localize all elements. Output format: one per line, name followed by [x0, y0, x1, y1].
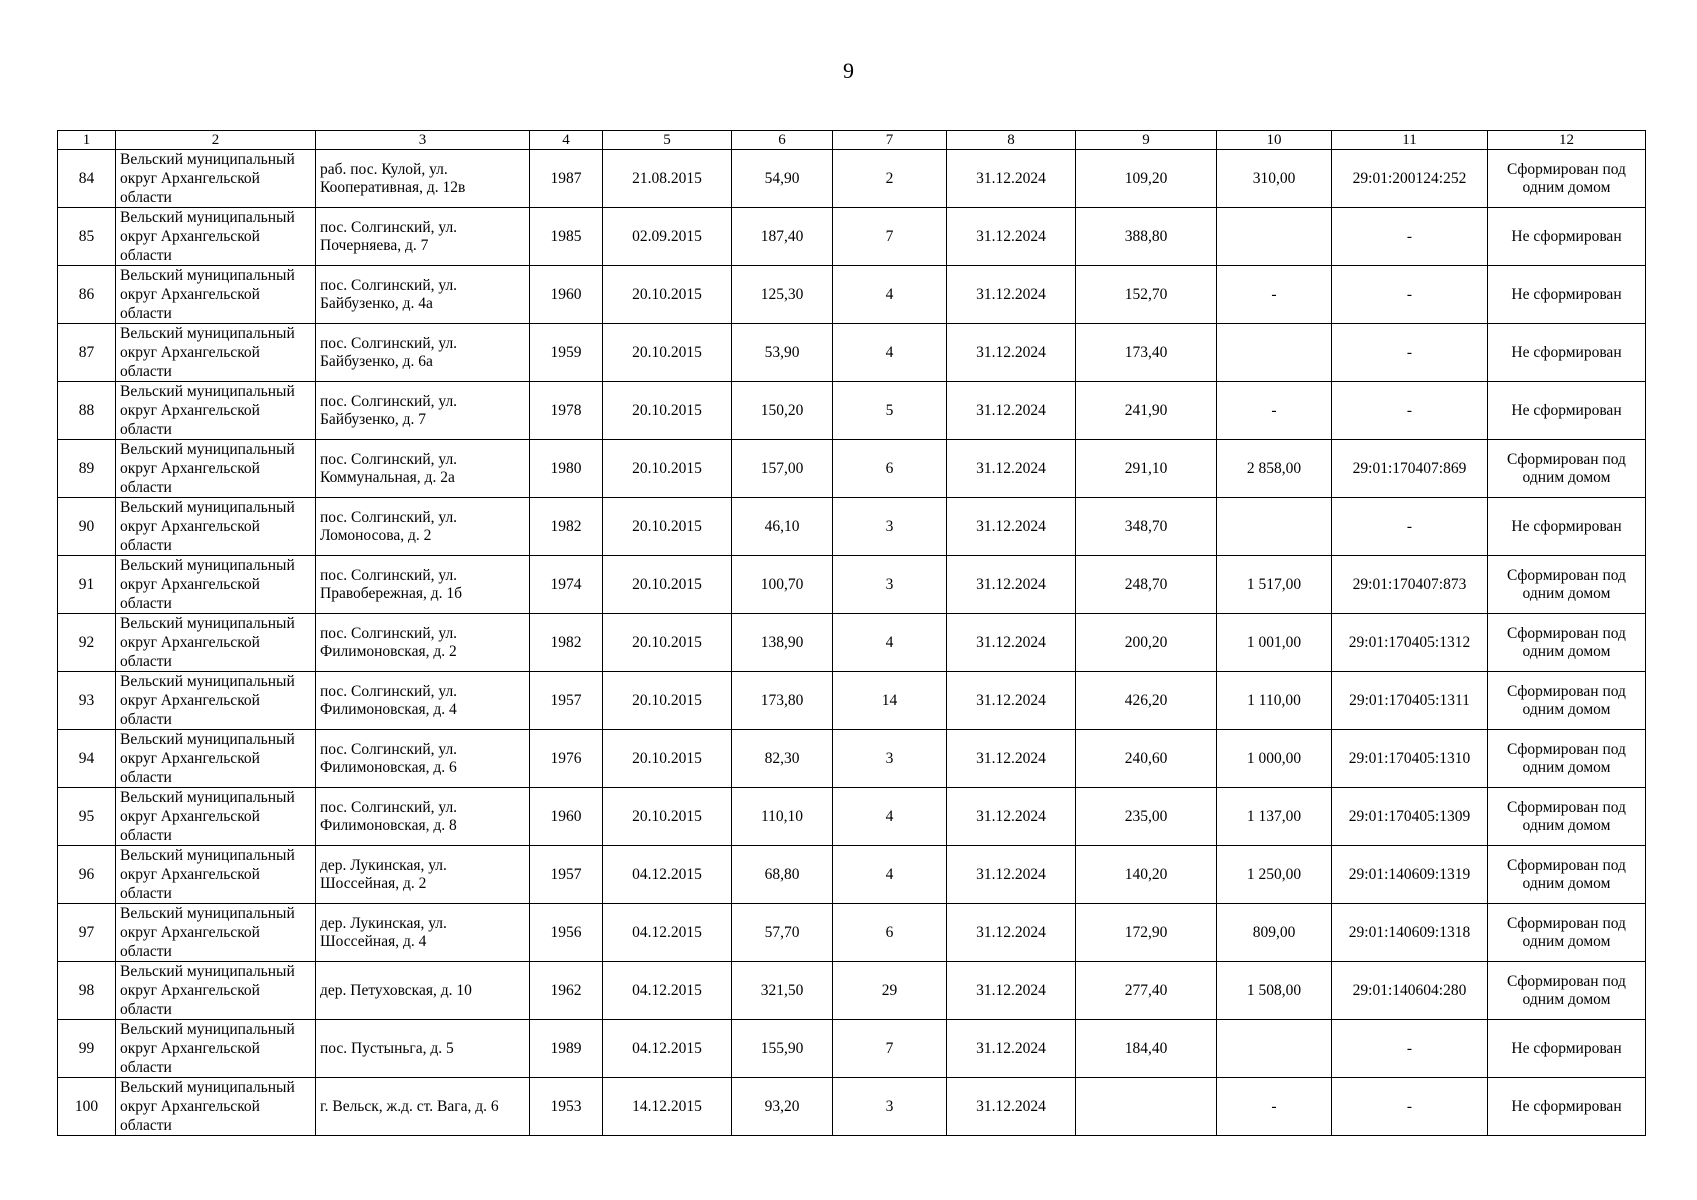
residents-count-cell: 29: [833, 962, 947, 1020]
recognition-date-cell: 20.10.2015: [603, 498, 732, 556]
row-number-cell: 84: [58, 150, 116, 208]
total-area-cell: 277,40: [1076, 962, 1217, 1020]
recognition-date-cell: 04.12.2015: [603, 904, 732, 962]
total-area-cell: 426,20: [1076, 672, 1217, 730]
cadastral-number-cell: -: [1332, 266, 1488, 324]
address-cell: дер. Петуховская, д. 10: [316, 962, 530, 1020]
total-area-cell: 348,70: [1076, 498, 1217, 556]
total-area-cell: 152,70: [1076, 266, 1217, 324]
row-number-cell: 86: [58, 266, 116, 324]
land-status-cell: Сформирован под одним домом: [1488, 614, 1646, 672]
municipality-cell: Вельский муниципальный округ Архангельской области: [116, 614, 316, 672]
resettlement-date-cell: 31.12.2024: [947, 324, 1076, 382]
land-area-cell: [1217, 208, 1332, 266]
recognition-date-cell: 20.10.2015: [603, 788, 732, 846]
municipality-cell: Вельский муниципальный округ Архангельской области: [116, 556, 316, 614]
total-area-cell: 388,80: [1076, 208, 1217, 266]
residents-count-cell: 7: [833, 1020, 947, 1078]
land-status-cell: Сформирован под одним домом: [1488, 846, 1646, 904]
table-row: [58, 962, 1646, 1020]
cadastral-number-cell: 29:01:170405:1312: [1332, 614, 1488, 672]
column-header: 7: [833, 131, 947, 150]
cadastral-number-cell: -: [1332, 382, 1488, 440]
municipality-cell: Вельский муниципальный округ Архангельской области: [116, 266, 316, 324]
address-cell: пос. Солгинский, ул. Филимоновская, д. 6: [316, 730, 530, 788]
municipality-cell: Вельский муниципальный округ Архангельской области: [116, 846, 316, 904]
cadastral-number-cell: 29:01:140604:280: [1332, 962, 1488, 1020]
land-status-cell: Не сформирован: [1488, 1078, 1646, 1136]
resettlement-date-cell: 31.12.2024: [947, 150, 1076, 208]
recognition-date-cell: 20.10.2015: [603, 672, 732, 730]
area-cell: 53,90: [732, 324, 833, 382]
total-area-cell: 109,20: [1076, 150, 1217, 208]
cadastral-number-cell: 29:01:170405:1310: [1332, 730, 1488, 788]
residents-count-cell: 4: [833, 788, 947, 846]
row-number-cell: 97: [58, 904, 116, 962]
resettlement-date-cell: 31.12.2024: [947, 904, 1076, 962]
area-cell: 138,90: [732, 614, 833, 672]
table-row: [58, 904, 1646, 962]
recognition-date-cell: 04.12.2015: [603, 1020, 732, 1078]
municipality-cell: Вельский муниципальный округ Архангельской области: [116, 788, 316, 846]
area-cell: 155,90: [732, 1020, 833, 1078]
area-cell: 110,10: [732, 788, 833, 846]
land-status-cell: Не сформирован: [1488, 498, 1646, 556]
area-cell: 93,20: [732, 1078, 833, 1136]
resettlement-date-cell: 31.12.2024: [947, 208, 1076, 266]
municipality-cell: Вельский муниципальный округ Архангельской области: [116, 962, 316, 1020]
column-header: 5: [603, 131, 732, 150]
municipality-cell: Вельский муниципальный округ Архангельской области: [116, 904, 316, 962]
land-status-cell: Не сформирован: [1488, 266, 1646, 324]
total-area-cell: 240,60: [1076, 730, 1217, 788]
cadastral-number-cell: 29:01:140609:1318: [1332, 904, 1488, 962]
row-number-cell: 95: [58, 788, 116, 846]
recognition-date-cell: 20.10.2015: [603, 382, 732, 440]
land-status-cell: Сформирован под одним домом: [1488, 788, 1646, 846]
cadastral-number-cell: 29:01:170407:873: [1332, 556, 1488, 614]
column-header: 8: [947, 131, 1076, 150]
row-number-cell: 98: [58, 962, 116, 1020]
resettlement-date-cell: 31.12.2024: [947, 614, 1076, 672]
build-year-cell: 1957: [530, 846, 603, 904]
build-year-cell: 1987: [530, 150, 603, 208]
table-row: [58, 150, 1646, 208]
recognition-date-cell: 20.10.2015: [603, 730, 732, 788]
row-number-cell: 99: [58, 1020, 116, 1078]
land-area-cell: -: [1217, 382, 1332, 440]
area-cell: 173,80: [732, 672, 833, 730]
row-number-cell: 91: [58, 556, 116, 614]
resettlement-date-cell: 31.12.2024: [947, 266, 1076, 324]
build-year-cell: 1978: [530, 382, 603, 440]
cadastral-number-cell: 29:01:170407:869: [1332, 440, 1488, 498]
total-area-cell: 184,40: [1076, 1020, 1217, 1078]
land-area-cell: 1 517,00: [1217, 556, 1332, 614]
total-area-cell: 172,90: [1076, 904, 1217, 962]
land-area-cell: 1 250,00: [1217, 846, 1332, 904]
column-header: 2: [116, 131, 316, 150]
build-year-cell: 1953: [530, 1078, 603, 1136]
municipality-cell: Вельский муниципальный округ Архангельской области: [116, 208, 316, 266]
column-header: 4: [530, 131, 603, 150]
column-header: 12: [1488, 131, 1646, 150]
residents-count-cell: 6: [833, 440, 947, 498]
address-cell: пос. Солгинский, ул. Правобережная, д. 1б: [316, 556, 530, 614]
resettlement-date-cell: 31.12.2024: [947, 962, 1076, 1020]
land-area-cell: -: [1217, 1078, 1332, 1136]
land-area-cell: 1 508,00: [1217, 962, 1332, 1020]
build-year-cell: 1957: [530, 672, 603, 730]
area-cell: 68,80: [732, 846, 833, 904]
build-year-cell: 1980: [530, 440, 603, 498]
cadastral-number-cell: -: [1332, 324, 1488, 382]
land-status-cell: Сформирован под одним домом: [1488, 904, 1646, 962]
table-body: [58, 150, 1646, 1136]
municipality-cell: Вельский муниципальный округ Архангельской области: [116, 440, 316, 498]
total-area-cell: 140,20: [1076, 846, 1217, 904]
residents-count-cell: 4: [833, 266, 947, 324]
table-row: [58, 498, 1646, 556]
address-cell: пос. Солгинский, ул. Ломоносова, д. 2: [316, 498, 530, 556]
recognition-date-cell: 20.10.2015: [603, 614, 732, 672]
resettlement-date-cell: 31.12.2024: [947, 1020, 1076, 1078]
residents-count-cell: 3: [833, 498, 947, 556]
total-area-cell: 291,10: [1076, 440, 1217, 498]
address-cell: пос. Солгинский, ул. Филимоновская, д. 2: [316, 614, 530, 672]
resettlement-date-cell: 31.12.2024: [947, 440, 1076, 498]
address-cell: дер. Лукинская, ул. Шоссейная, д. 2: [316, 846, 530, 904]
cadastral-number-cell: 29:01:170405:1311: [1332, 672, 1488, 730]
land-status-cell: Сформирован под одним домом: [1488, 962, 1646, 1020]
area-cell: 57,70: [732, 904, 833, 962]
residents-count-cell: 4: [833, 324, 947, 382]
build-year-cell: 1976: [530, 730, 603, 788]
resettlement-date-cell: 31.12.2024: [947, 672, 1076, 730]
cadastral-number-cell: -: [1332, 1078, 1488, 1136]
address-cell: пос. Солгинский, ул. Байбузенко, д. 4а: [316, 266, 530, 324]
land-area-cell: [1217, 498, 1332, 556]
municipality-cell: Вельский муниципальный округ Архангельской области: [116, 730, 316, 788]
land-area-cell: 1 001,00: [1217, 614, 1332, 672]
table-row: [58, 1078, 1646, 1136]
build-year-cell: 1956: [530, 904, 603, 962]
land-status-cell: Сформирован под одним домом: [1488, 730, 1646, 788]
residents-count-cell: 4: [833, 614, 947, 672]
resettlement-date-cell: 31.12.2024: [947, 1078, 1076, 1136]
residents-count-cell: 6: [833, 904, 947, 962]
table-row: [58, 614, 1646, 672]
area-cell: 125,30: [732, 266, 833, 324]
build-year-cell: 1982: [530, 614, 603, 672]
table-row: [58, 382, 1646, 440]
land-area-cell: 310,00: [1217, 150, 1332, 208]
build-year-cell: 1989: [530, 1020, 603, 1078]
cadastral-number-cell: -: [1332, 498, 1488, 556]
recognition-date-cell: 02.09.2015: [603, 208, 732, 266]
residents-count-cell: 7: [833, 208, 947, 266]
residents-count-cell: 3: [833, 556, 947, 614]
land-area-cell: 2 858,00: [1217, 440, 1332, 498]
column-number-row: [58, 131, 1646, 150]
address-cell: пос. Солгинский, ул. Коммунальная, д. 2а: [316, 440, 530, 498]
address-cell: пос. Солгинский, ул. Байбузенко, д. 7: [316, 382, 530, 440]
cadastral-number-cell: -: [1332, 1020, 1488, 1078]
column-header: 1: [58, 131, 116, 150]
cadastral-number-cell: 29:01:140609:1319: [1332, 846, 1488, 904]
land-status-cell: Сформирован под одним домом: [1488, 150, 1646, 208]
build-year-cell: 1962: [530, 962, 603, 1020]
land-status-cell: Сформирован под одним домом: [1488, 672, 1646, 730]
residents-count-cell: 4: [833, 846, 947, 904]
land-area-cell: 1 137,00: [1217, 788, 1332, 846]
address-cell: пос. Солгинский, ул. Филимоновская, д. 4: [316, 672, 530, 730]
row-number-cell: 90: [58, 498, 116, 556]
area-cell: 46,10: [732, 498, 833, 556]
municipality-cell: Вельский муниципальный округ Архангельской области: [116, 150, 316, 208]
build-year-cell: 1985: [530, 208, 603, 266]
row-number-cell: 96: [58, 846, 116, 904]
row-number-cell: 87: [58, 324, 116, 382]
address-cell: пос. Солгинский, ул. Байбузенко, д. 6а: [316, 324, 530, 382]
land-status-cell: Не сформирован: [1488, 1020, 1646, 1078]
area-cell: 54,90: [732, 150, 833, 208]
land-status-cell: Не сформирован: [1488, 208, 1646, 266]
build-year-cell: 1959: [530, 324, 603, 382]
column-header: 11: [1332, 131, 1488, 150]
table-row: [58, 1020, 1646, 1078]
resettlement-date-cell: 31.12.2024: [947, 498, 1076, 556]
residents-count-cell: 2: [833, 150, 947, 208]
resettlement-date-cell: 31.12.2024: [947, 788, 1076, 846]
total-area-cell: 241,90: [1076, 382, 1217, 440]
land-area-cell: [1217, 324, 1332, 382]
row-number-cell: 100: [58, 1078, 116, 1136]
land-status-cell: Сформирован под одним домом: [1488, 440, 1646, 498]
table-row: [58, 208, 1646, 266]
address-cell: пос. Солгинский, ул. Филимоновская, д. 8: [316, 788, 530, 846]
cadastral-number-cell: 29:01:200124:252: [1332, 150, 1488, 208]
area-cell: 187,40: [732, 208, 833, 266]
total-area-cell: 235,00: [1076, 788, 1217, 846]
residents-count-cell: 14: [833, 672, 947, 730]
resettlement-date-cell: 31.12.2024: [947, 730, 1076, 788]
total-area-cell: 200,20: [1076, 614, 1217, 672]
land-status-cell: Не сформирован: [1488, 324, 1646, 382]
area-cell: 157,00: [732, 440, 833, 498]
table-row: [58, 556, 1646, 614]
municipality-cell: Вельский муниципальный округ Архангельской области: [116, 1020, 316, 1078]
column-header: 3: [316, 131, 530, 150]
cadastral-number-cell: -: [1332, 208, 1488, 266]
table-row: [58, 846, 1646, 904]
address-cell: дер. Лукинская, ул. Шоссейная, д. 4: [316, 904, 530, 962]
table-row: [58, 324, 1646, 382]
row-number-cell: 85: [58, 208, 116, 266]
address-cell: г. Вельск, ж.д. ст. Вага, д. 6: [316, 1078, 530, 1136]
recognition-date-cell: 21.08.2015: [603, 150, 732, 208]
resettlement-date-cell: 31.12.2024: [947, 846, 1076, 904]
row-number-cell: 92: [58, 614, 116, 672]
land-area-cell: 809,00: [1217, 904, 1332, 962]
build-year-cell: 1960: [530, 788, 603, 846]
municipality-cell: Вельский муниципальный округ Архангельской области: [116, 1078, 316, 1136]
housing-register-table: [57, 130, 1646, 1136]
area-cell: 321,50: [732, 962, 833, 1020]
land-status-cell: Сформирован под одним домом: [1488, 556, 1646, 614]
total-area-cell: 248,70: [1076, 556, 1217, 614]
recognition-date-cell: 20.10.2015: [603, 440, 732, 498]
land-area-cell: 1 110,00: [1217, 672, 1332, 730]
table-row: [58, 440, 1646, 498]
recognition-date-cell: 20.10.2015: [603, 324, 732, 382]
area-cell: 82,30: [732, 730, 833, 788]
page-number: 9: [843, 58, 854, 83]
build-year-cell: 1960: [530, 266, 603, 324]
table-row: [58, 788, 1646, 846]
column-header: 6: [732, 131, 833, 150]
row-number-cell: 94: [58, 730, 116, 788]
recognition-date-cell: 14.12.2015: [603, 1078, 732, 1136]
municipality-cell: Вельский муниципальный округ Архангельской области: [116, 324, 316, 382]
municipality-cell: Вельский муниципальный округ Архангельской области: [116, 672, 316, 730]
land-area-cell: 1 000,00: [1217, 730, 1332, 788]
row-number-cell: 93: [58, 672, 116, 730]
table-row: [58, 730, 1646, 788]
total-area-cell: 173,40: [1076, 324, 1217, 382]
cadastral-number-cell: 29:01:170405:1309: [1332, 788, 1488, 846]
row-number-cell: 89: [58, 440, 116, 498]
area-cell: 100,70: [732, 556, 833, 614]
resettlement-date-cell: 31.12.2024: [947, 556, 1076, 614]
municipality-cell: Вельский муниципальный округ Архангельской области: [116, 382, 316, 440]
municipality-cell: Вельский муниципальный округ Архангельской области: [116, 498, 316, 556]
table-row: [58, 266, 1646, 324]
residents-count-cell: 3: [833, 1078, 947, 1136]
land-status-cell: Не сформирован: [1488, 382, 1646, 440]
recognition-date-cell: 20.10.2015: [603, 556, 732, 614]
address-cell: пос. Пустыньга, д. 5: [316, 1020, 530, 1078]
row-number-cell: 88: [58, 382, 116, 440]
column-header: 10: [1217, 131, 1332, 150]
build-year-cell: 1982: [530, 498, 603, 556]
residents-count-cell: 3: [833, 730, 947, 788]
recognition-date-cell: 20.10.2015: [603, 266, 732, 324]
recognition-date-cell: 04.12.2015: [603, 962, 732, 1020]
land-area-cell: [1217, 1020, 1332, 1078]
recognition-date-cell: 04.12.2015: [603, 846, 732, 904]
build-year-cell: 1974: [530, 556, 603, 614]
column-header: 9: [1076, 131, 1217, 150]
table-row: [58, 672, 1646, 730]
land-area-cell: -: [1217, 266, 1332, 324]
residents-count-cell: 5: [833, 382, 947, 440]
resettlement-date-cell: 31.12.2024: [947, 382, 1076, 440]
address-cell: раб. пос. Кулой, ул. Кооперативная, д. 12в: [316, 150, 530, 208]
area-cell: 150,20: [732, 382, 833, 440]
address-cell: пос. Солгинский, ул. Почерняева, д. 7: [316, 208, 530, 266]
total-area-cell: [1076, 1078, 1217, 1136]
